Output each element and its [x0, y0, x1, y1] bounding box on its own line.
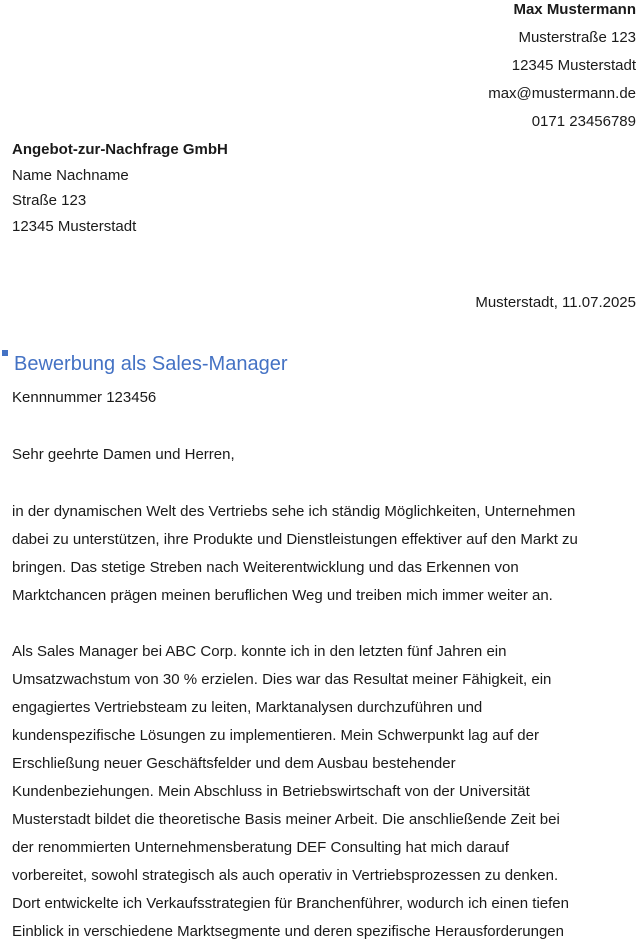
- sender-phone: 0171 23456789: [531, 113, 636, 130]
- heading-marker: [2, 350, 8, 356]
- text-line: engagiertes Vertriebsteam zu leiten, Marktanalysen durchzuführen und: [12, 699, 483, 716]
- body-paragraph-2: [12, 642, 569, 950]
- body-paragraph-1: [12, 502, 578, 614]
- recipient-city: 12345 Musterstadt: [12, 217, 137, 235]
- recipient-street: Straße 123: [12, 192, 87, 209]
- sender-email: max@mustermann.de: [488, 85, 636, 102]
- reference-number: Kennnummer 123456: [12, 389, 157, 406]
- text-line: Musterstadt bildet die theoretische Basis meiner Arbeit. Die anschließende Zeit bei: [12, 811, 560, 828]
- sender-street: Musterstraße 123: [518, 29, 636, 46]
- text-line: Dort entwickelte ich Verkaufsstrategien für Branchenführer, wodurch ich einen tiefen: [12, 895, 569, 912]
- text-line: Erschließung neuer Geschäftsfelder und dem Ausbau bestehender: [12, 755, 456, 772]
- recipient-block: [12, 140, 228, 242]
- salutation: Sehr geehrte Damen und Herren,: [12, 446, 235, 463]
- text-line: in der dynamischen Welt des Vertriebs sehe ich ständig Möglichkeiten, Unternehmen: [12, 503, 576, 520]
- letter-date: Musterstadt, 11.07.2025: [475, 294, 636, 311]
- text-line: vorbereitet, sowohl strategisch als auch operativ in Vertriebsprozessen zu denken.: [12, 867, 559, 884]
- sender-city: 12345 Musterstadt: [511, 57, 636, 74]
- sender-name: Max Mustermann: [513, 1, 636, 18]
- text-line: Umsatzwachstum von 30 % erzielen. Dies war das Resultat meiner Fähigkeit, ein: [12, 671, 552, 688]
- recipient-company: Angebot-zur-Nachfrage GmbH: [12, 141, 228, 158]
- text-line: Als Sales Manager bei ABC Corp. konnte ich in den letzten fünf Jahren ein: [12, 643, 507, 660]
- subject-heading: Bewerbung als Sales-Manager: [14, 353, 288, 375]
- text-line: Einblick in verschiedene Marktsegmente und deren spezifische Herausforderungen: [12, 923, 564, 940]
- text-line: Marktchancen prägen meinen beruflichen Weg und treiben mich immer weiter an.: [12, 587, 553, 604]
- text-line: bringen. Das stetige Streben nach Weiterentwicklung und das Erkennen von: [12, 559, 519, 576]
- text-line: der renommierten Unternehmensberatung DEF Consulting hat mich darauf: [12, 839, 509, 856]
- text-line: kundenspezifische Lösungen zu implementieren. Mein Schwerpunkt lag auf der: [12, 727, 539, 744]
- text-line: Kundenbeziehungen. Mein Abschluss in Betriebswirtschaft von der Universität: [12, 783, 530, 800]
- sender-block: [488, 0, 636, 140]
- text-line: dabei zu unterstützen, ihre Produkte und Dienstleistungen effektiver auf den Markt zu: [12, 531, 578, 548]
- recipient-contact: Name Nachname: [12, 166, 129, 184]
